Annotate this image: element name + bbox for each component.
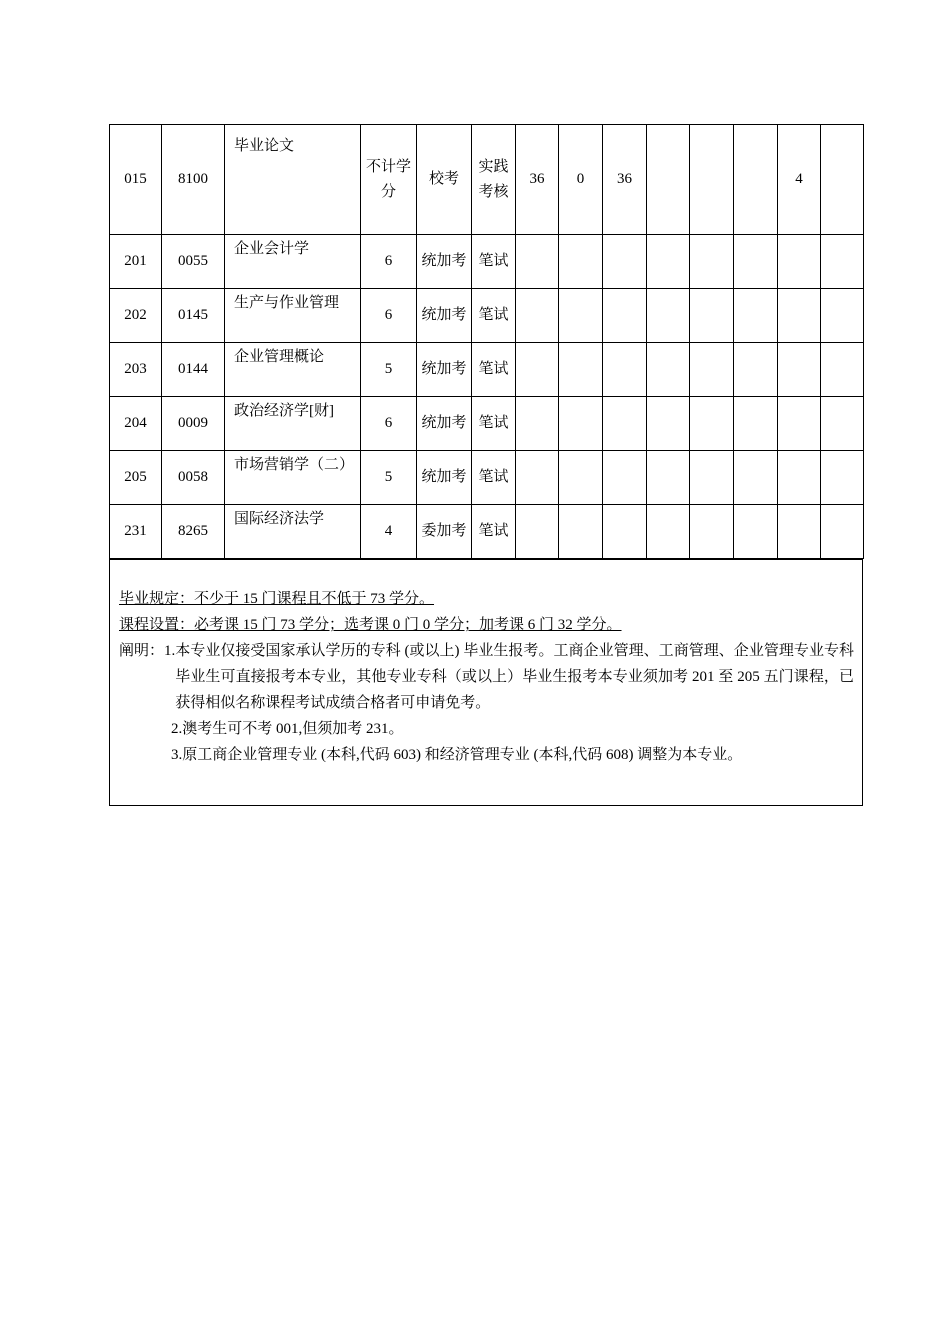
course-setting: 课程设置：必考课 15 门 73 学分；选考课 0 门 0 学分；加考课 6 门 32 学分。 bbox=[119, 617, 622, 633]
course-code: 8265 bbox=[162, 505, 225, 559]
table-row bbox=[110, 505, 864, 559]
explanation-item-3 bbox=[119, 742, 854, 768]
course-number: 231 bbox=[110, 505, 162, 559]
hours-cell bbox=[603, 451, 647, 505]
table-row bbox=[110, 451, 864, 505]
hours-cell bbox=[647, 125, 690, 235]
exam-category: 统加考 bbox=[417, 397, 472, 451]
explanation-text: 澳考生可不考 001,但须加考 231。 bbox=[182, 721, 404, 737]
hours-cell bbox=[647, 289, 690, 343]
course-number: 204 bbox=[110, 397, 162, 451]
hours-cell bbox=[559, 343, 603, 397]
document-page bbox=[109, 124, 863, 806]
hours-cell bbox=[778, 343, 821, 397]
hours-cell bbox=[690, 125, 734, 235]
hours-cell: 0 bbox=[559, 125, 603, 235]
course-name: 国际经济法学 bbox=[225, 505, 361, 559]
explanation-number: 3. bbox=[171, 747, 183, 763]
exam-category: 委加考 bbox=[417, 505, 472, 559]
course-table bbox=[109, 124, 864, 559]
hours-cell bbox=[516, 343, 559, 397]
explanation-text: 原工商企业管理专业 (本科,代码 603) 和经济管理专业 (本科,代码 608) 调整为本专业。 bbox=[182, 747, 743, 763]
table-row bbox=[110, 343, 864, 397]
hours-cell bbox=[647, 343, 690, 397]
hours-cell bbox=[734, 505, 778, 559]
course-credit: 不计学分 bbox=[361, 125, 417, 235]
graduation-rule: 毕业规定：不少于 15 门课程且不低于 73 学分。 bbox=[119, 591, 435, 607]
exam-method: 笔试 bbox=[472, 505, 516, 559]
hours-cell bbox=[647, 505, 690, 559]
course-credit: 5 bbox=[361, 343, 417, 397]
hours-cell bbox=[559, 505, 603, 559]
exam-method: 笔试 bbox=[472, 397, 516, 451]
hours-cell bbox=[778, 397, 821, 451]
hours-cell bbox=[821, 125, 864, 235]
hours-cell bbox=[647, 397, 690, 451]
course-name: 政治经济学[财] bbox=[225, 397, 361, 451]
hours-cell: 4 bbox=[778, 125, 821, 235]
hours-cell bbox=[778, 235, 821, 289]
hours-cell bbox=[516, 289, 559, 343]
course-code: 0058 bbox=[162, 451, 225, 505]
hours-cell bbox=[690, 397, 734, 451]
hours-cell bbox=[603, 289, 647, 343]
hours-cell bbox=[690, 343, 734, 397]
exam-category: 统加考 bbox=[417, 289, 472, 343]
hours-cell bbox=[559, 397, 603, 451]
course-code: 0055 bbox=[162, 235, 225, 289]
hours-cell bbox=[821, 451, 864, 505]
hours-cell bbox=[734, 397, 778, 451]
course-code: 8100 bbox=[162, 125, 225, 235]
hours-cell bbox=[559, 289, 603, 343]
hours-cell bbox=[821, 343, 864, 397]
exam-method: 笔试 bbox=[472, 289, 516, 343]
course-credit: 6 bbox=[361, 289, 417, 343]
table-row bbox=[110, 397, 864, 451]
explanation-text: 本专业仅接受国家承认学历的专科 (或以上) 毕业生报考。工商企业管理、工商管理、企业管理专业专科毕业生可直接报考本专业，其他专业专科（或以上）毕业生报考本专业须加考 201 至 205 五门课程，已获得相似名称课程考试成绩合格者可申请免考。 bbox=[175, 643, 854, 711]
course-number: 202 bbox=[110, 289, 162, 343]
explanation-number: 1. bbox=[164, 643, 176, 659]
table-row bbox=[110, 235, 864, 289]
hours-cell bbox=[821, 505, 864, 559]
hours-cell: 36 bbox=[603, 125, 647, 235]
hours-cell bbox=[603, 505, 647, 559]
exam-category: 统加考 bbox=[417, 343, 472, 397]
exam-method: 实践考核 bbox=[472, 125, 516, 235]
explanation-item-1 bbox=[119, 638, 854, 716]
exam-method: 笔试 bbox=[472, 235, 516, 289]
course-name: 市场营销学（二） bbox=[225, 451, 361, 505]
hours-cell bbox=[516, 505, 559, 559]
hours-cell bbox=[778, 451, 821, 505]
hours-cell bbox=[821, 289, 864, 343]
course-name: 生产与作业管理 bbox=[225, 289, 361, 343]
course-credit: 6 bbox=[361, 235, 417, 289]
course-code: 0145 bbox=[162, 289, 225, 343]
course-credit: 4 bbox=[361, 505, 417, 559]
hours-cell: 36 bbox=[516, 125, 559, 235]
course-number: 203 bbox=[110, 343, 162, 397]
hours-cell bbox=[516, 451, 559, 505]
course-name: 企业管理概论 bbox=[225, 343, 361, 397]
hours-cell bbox=[647, 235, 690, 289]
hours-cell bbox=[603, 343, 647, 397]
table-row bbox=[110, 125, 864, 235]
course-number: 201 bbox=[110, 235, 162, 289]
exam-category: 统加考 bbox=[417, 235, 472, 289]
hours-cell bbox=[603, 235, 647, 289]
explanation-number: 2. bbox=[171, 721, 183, 737]
hours-cell bbox=[734, 343, 778, 397]
hours-cell bbox=[647, 451, 690, 505]
explanation-item-2 bbox=[119, 716, 854, 742]
hours-cell bbox=[603, 397, 647, 451]
hours-cell bbox=[516, 235, 559, 289]
exam-method: 笔试 bbox=[472, 343, 516, 397]
course-credit: 5 bbox=[361, 451, 417, 505]
course-name: 毕业论文 bbox=[225, 125, 361, 235]
hours-cell bbox=[821, 397, 864, 451]
hours-cell bbox=[690, 505, 734, 559]
hours-cell bbox=[778, 289, 821, 343]
hours-cell bbox=[690, 451, 734, 505]
hours-cell bbox=[821, 235, 864, 289]
notes-box bbox=[109, 558, 863, 806]
hours-cell bbox=[734, 235, 778, 289]
hours-cell bbox=[734, 289, 778, 343]
exam-category: 校考 bbox=[417, 125, 472, 235]
course-credit: 6 bbox=[361, 397, 417, 451]
hours-cell bbox=[690, 235, 734, 289]
table-row bbox=[110, 289, 864, 343]
hours-cell bbox=[559, 451, 603, 505]
explanation-label: 阐明： bbox=[119, 643, 165, 659]
hours-cell bbox=[559, 235, 603, 289]
exam-category: 统加考 bbox=[417, 451, 472, 505]
exam-method: 笔试 bbox=[472, 451, 516, 505]
hours-cell bbox=[734, 125, 778, 235]
hours-cell bbox=[516, 397, 559, 451]
course-name: 企业会计学 bbox=[225, 235, 361, 289]
course-table-body bbox=[110, 125, 864, 559]
course-code: 0144 bbox=[162, 343, 225, 397]
course-number: 015 bbox=[110, 125, 162, 235]
hours-cell bbox=[734, 451, 778, 505]
hours-cell bbox=[690, 289, 734, 343]
course-code: 0009 bbox=[162, 397, 225, 451]
hours-cell bbox=[778, 505, 821, 559]
course-number: 205 bbox=[110, 451, 162, 505]
